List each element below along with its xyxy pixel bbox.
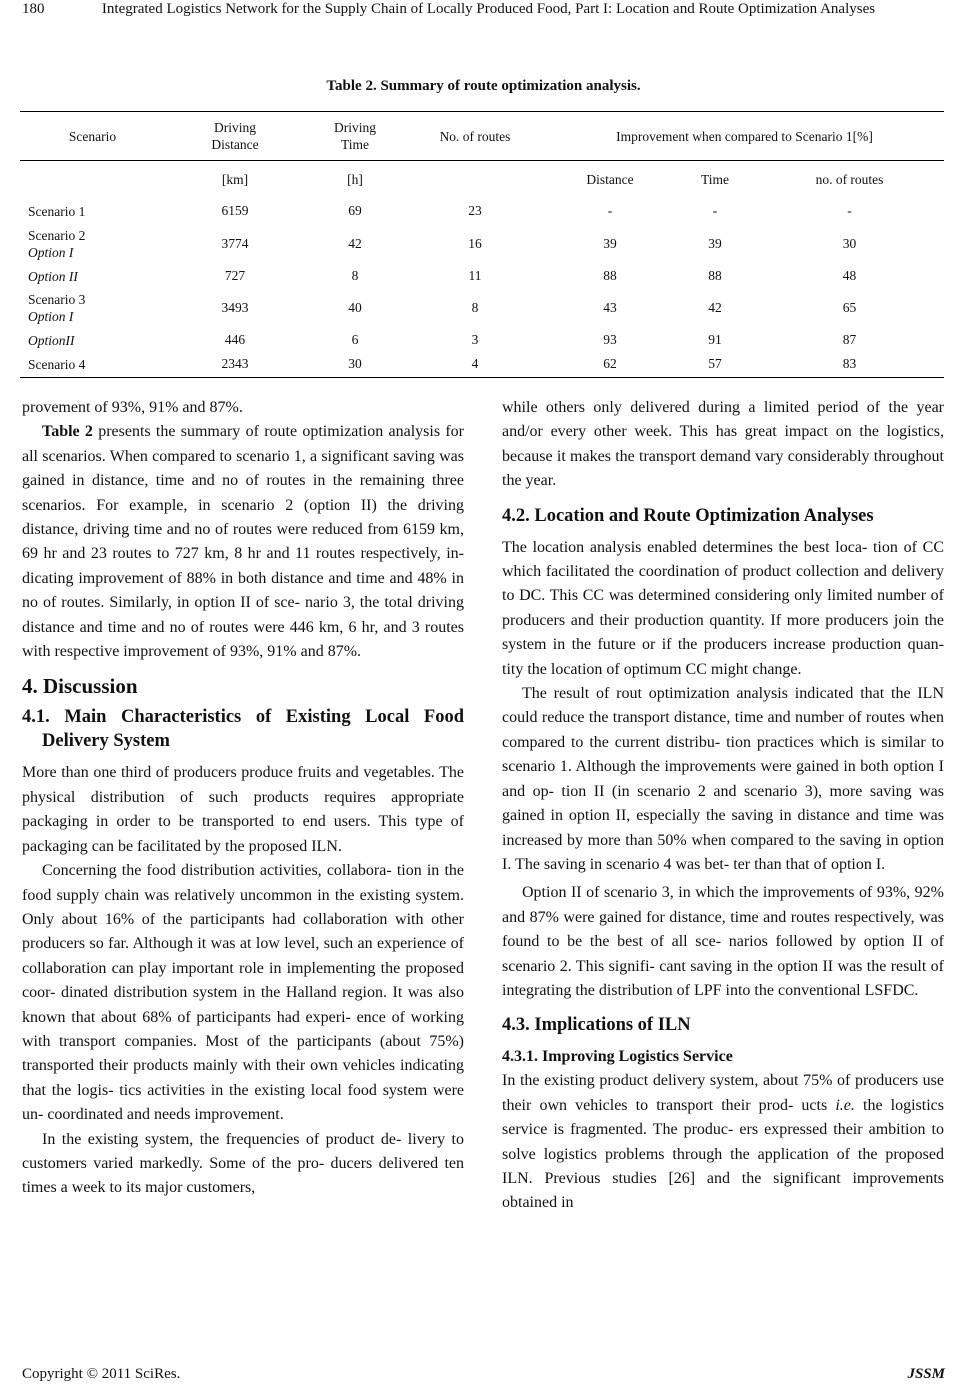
page-number: 180 [22,1,45,17]
section-heading-discussion: 4. Discussion [22,674,138,699]
value-cell: 446 [224,332,246,347]
value-cell: 62 [545,351,675,378]
unit-cell [20,161,165,200]
page-header [0,0,967,44]
unit-cell: Distance [586,172,634,187]
header-driving-time-label: Driving Time [334,120,376,152]
abbreviation-ie: i.e. [835,1096,855,1114]
paragraph-text: In the existing product delivery system, about 75% of producers use their own vehicles to transport their prod- ucts [502,1072,944,1114]
value-cell: 727 [224,268,246,283]
value-cell: 30 [305,351,405,378]
copyright-notice: Copyright © 2011 SciRes. [22,1366,181,1382]
value-cell: 91 [708,332,722,347]
paragraph: Option II of scenario 3, in which the improvements of 93%, 92% and 87% were gained for distance, time and routes respectively, was found to be the best of all sce- narios followed by option II of scenario 2. This signifi- cant saving in the option II was the result of integrating the distribution of LPF into the conventional LSFDC. [502,884,944,999]
scenario-cell [20,287,165,329]
paragraph: The location analysis enabled determines the best loca- tion of CC which facilitated the coordination of product collection and delivery to DC. This CC was determined considering only limited number of producers and their production quantity. If more producers join the system in the future or if the producers increase production quan- tity the location of optimum CC might change. [502,538,944,678]
scenario-cell [20,223,165,265]
option-label: Option II [28,268,78,284]
subsection-heading-4-3: 4.3. Implications of ILN [502,1015,691,1036]
page-footer [22,1366,945,1383]
value-cell: 93 [603,332,617,347]
value-cell: - [712,203,718,218]
paragraph: More than one third of producers produce fruits and vegetables. The physical distribution of such products requires appropriate packaging in order to be transported to end users. This type of packaging can be facilitated by the proposed ILN. [22,764,464,855]
value-cell: 57 [675,351,755,378]
option-label: Option I [28,245,74,260]
value-cell: 8 [471,300,479,315]
value-cell: - [607,203,613,218]
value-cell: 30 [842,236,857,251]
value-cell: 87 [842,332,857,347]
value-cell: 40 [348,300,362,315]
value-cell: 43 [603,300,617,315]
right-column [502,396,944,1216]
value-cell: 2343 [165,351,305,378]
value-cell: 3774 [221,236,249,251]
unit-cell: [km] [221,172,249,187]
value-cell: 42 [348,236,362,251]
paragraph [502,1069,944,1215]
value-cell: 83 [755,351,944,378]
table-row [20,351,944,378]
option-label: Option I [28,309,74,324]
value-cell: 88 [708,268,722,283]
value-cell: 48 [842,268,857,283]
paragraph [22,420,464,664]
paragraph-text: presents the summary of route optimization analysis for all scenarios. When compared to scenario 1, a significant saving was gained in distance, time and no of routes in the remaining three scenarios. For example, in scenario 2 (option II) the driving distance, driving time and no of routes were reduced from 6159 km, 69 hr and 23 routes to 727 km, 8 hr and 11 routes respectively, in- dicating improvement of 88% in both distance and time and 48% in no of routes. Similarly, in option II of sce- nario 3, the total driving distance and time and no of routes were 446 km, 6 hr, and 3 routes with respective improvement of 93%, 91% and 87%. [22,423,464,661]
value-cell: 69 [348,203,362,218]
value-cell: 3 [471,332,479,347]
table-caption: Table 2. Summary of route optimization analysis. [326,78,641,94]
table-header-row [20,112,944,161]
running-title: Integrated Logistics Network for the Supply Chain of Locally Produced Food, Part I: Location and Route Optimization Analyses [101,1,876,17]
subsection-heading-4-2: 4.2. Location and Route Optimization Analyses [502,505,874,526]
table-units-row [20,161,944,200]
left-column [22,396,464,1201]
scenario-label: Scenario 4 [20,351,165,378]
header-driving-distance-label: Driving Distance [211,120,259,152]
subsubsection-heading-4-3-1: 4.3.1. Improving Logistics Service [502,1048,733,1066]
table-row [20,265,944,287]
option-label: OptionII [28,332,75,348]
unit-cell [405,161,545,200]
value-cell: 8 [351,268,359,283]
value-cell: 4 [405,351,545,378]
scenario-label: Scenario 1 [28,203,86,219]
header-driving-distance [165,112,305,161]
value-cell: 3493 [221,300,249,315]
table-row [20,223,944,265]
header-scenario: Scenario [20,112,165,161]
paragraph: The result of rout optimization analysis indicated that the ILN could reduce the transport distance, time and number of routes when compared to the current distribu- tion practices which is similar to scenario 1. Although the improvements were gained in both option I and op- tion II (in scenario 2 and scenario 3), more saving was gained in option II, especially the saving in distance and time was increased by more than 50% when compared to the saving in option I. The saving in scenario 4 was bet- ter than that of option I. [502,685,944,873]
value-cell: 6 [351,332,359,347]
header-no-of-routes: No. of routes [405,112,545,161]
unit-cell: [h] [347,172,363,187]
header-driving-time [305,112,405,161]
subsection-heading-4-1: 4.1. Main Characteristics of Existing Local Food Delivery System [22,707,464,752]
value-cell: 39 [603,236,617,251]
value-cell: 16 [468,236,482,251]
value-cell: 88 [603,268,617,283]
value-cell: 39 [708,236,722,251]
scenario-label: Scenario 3 [28,292,86,307]
paragraph-text: the logistics service is fragmented. The produc- ers expressed their ambition to solve logistics problems through the application of the proposed ILN. Previous studies [26] and the significant improvements obtained in [502,1096,944,1212]
value-cell: 42 [708,300,722,315]
table-reference: Table 2 [42,423,93,441]
value-cell: 23 [468,203,482,218]
journal-name: JSSM [907,1366,945,1382]
paragraph: Concerning the food distribution activities, collabora- tion in the food supply chain was relatively uncommon in the existing system. Only about 16% of the participants had collaboration with other producers so far. Although it was at low level, such an experience of collaboration can play important role in implementing the proposed coor- dinated distribution system in the Halland region. It was also known that about 68% of participants had experi- ence of working with transport companies. Most of the participants (about 75%) transported their products mainly with their own vehicles indicating that the logis- tics activities in the existing local food system were un- coordinated and needs improvement. [22,862,464,1124]
unit-cell: Time [700,172,729,187]
route-optimization-table [20,111,944,378]
table-row [20,329,944,351]
scenario-label: Scenario 2 [28,228,86,243]
paragraph: In the existing system, the frequencies of product de- livery to customers varied markedly. Some of the pro- ducers delivered ten times a week to its major customers, [22,1130,464,1197]
paragraph: provement of 93%, 91% and 87%. [22,399,243,416]
value-cell: 6159 [221,203,249,218]
paragraph: while others only delivered during a limited period of the year and/or every other week. This has great impact on the logistics, because it makes the transport demand vary considerably throughout the year. [502,399,944,490]
value-cell: 65 [842,300,857,315]
header-improvement: Improvement when compared to Scenario 1[%] [545,112,944,161]
value-cell: 11 [468,268,482,283]
unit-cell: no. of routes [815,172,884,187]
value-cell: - [847,203,852,218]
table-row [20,287,944,329]
table-row [20,199,944,223]
